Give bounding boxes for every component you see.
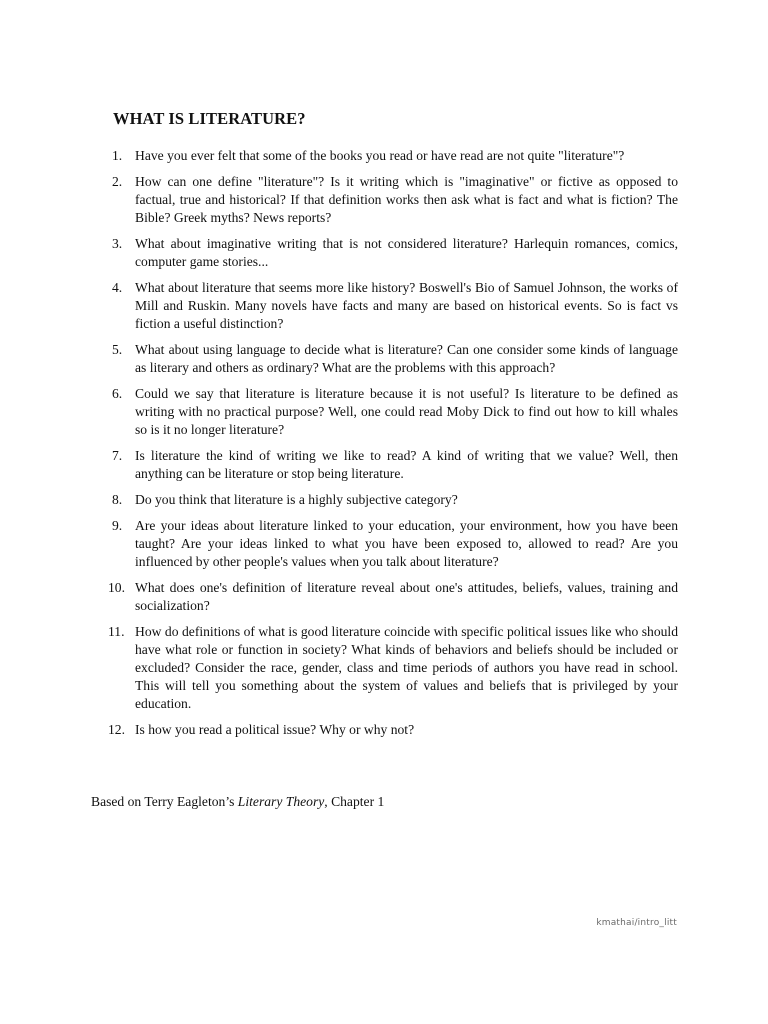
question-item-2 [108, 173, 678, 227]
question-number: 5. [112, 342, 123, 357]
question-number: 4. [112, 280, 123, 295]
question-item-8 [108, 491, 678, 509]
question-text: Do you think that literature is a highly subjective category? [135, 492, 458, 507]
question-item-6 [108, 385, 678, 439]
credit-suffix: , Chapter 1 [324, 794, 385, 809]
question-number: 1. [112, 148, 123, 163]
question-item-11 [108, 623, 678, 713]
question-text: How can one define "literature"? Is it writing which is "imaginative" or fictive as opposed to factual, true and historical? If that definition works then ask what is fact and what is fiction? The Bible? Greek myths? News reports? [135, 174, 678, 225]
question-item-12 [108, 721, 678, 739]
question-item-5 [108, 341, 678, 377]
question-number: 2. [112, 174, 123, 189]
question-number: 6. [112, 386, 123, 401]
question-text: What does one's definition of literature reveal about one's attitudes, beliefs, values, training and socialization? [135, 580, 678, 613]
question-text: How do definitions of what is good literature coincide with specific political issues like who should have what role or function in society? What kinds of behaviors and beliefs should be included or excluded? Consider the race, gender, class and time periods of authors you have read in school. This will tell you something about the system of values and beliefs that is privileged by your education. [135, 624, 678, 711]
question-text: Could we say that literature is literature because it is not useful? Is literature to be defined as writing with no practical purpose? Well, one could read Moby Dick to find out how to kill whales so is it no longer literature? [135, 386, 678, 437]
question-number: 12. [108, 722, 125, 737]
question-text: What about using language to decide what is literature? Can one consider some kinds of language as literary and others as ordinary? What are the problems with this approach? [135, 342, 678, 375]
question-text: What about imaginative writing that is not considered literature? Harlequin romances, comics, computer game stories... [135, 236, 678, 269]
page-title: WHAT IS LITERATURE? [113, 109, 306, 128]
question-number: 11. [108, 624, 125, 639]
question-list [108, 147, 678, 747]
question-item-3 [108, 235, 678, 271]
question-item-7 [108, 447, 678, 483]
footer-tag: kmathai/intro_litt [596, 918, 677, 928]
question-number: 7. [112, 448, 123, 463]
question-item-9 [108, 517, 678, 571]
credit-book-title: Literary Theory [237, 794, 325, 809]
question-text: Are your ideas about literature linked to your education, your environment, how you have been taught? Are your ideas linked to what you have been exposed to, allowed to read? Are you influenced by other people's values when you talk about literature? [135, 518, 678, 569]
question-number: 9. [112, 518, 123, 533]
question-number: 10. [108, 580, 125, 595]
question-text: Is how you read a political issue? Why or why not? [135, 722, 415, 737]
question-number: 8. [112, 492, 123, 507]
source-credit [91, 794, 384, 810]
question-item-10 [108, 579, 678, 615]
credit-prefix: Based on Terry Eagleton’s [91, 794, 238, 809]
question-text: What about literature that seems more like history? Boswell's Bio of Samuel Johnson, the works of Mill and Ruskin. Many novels have facts and many are based on historical events. So is fact vs fiction a useful distinction? [135, 280, 678, 331]
question-item-1 [108, 147, 678, 165]
question-text: Have you ever felt that some of the books you read or have read are not quite "literature"? [135, 148, 625, 163]
question-item-4 [108, 279, 678, 333]
question-number: 3. [112, 236, 123, 251]
question-text: Is literature the kind of writing we like to read? A kind of writing that we value? Well, then anything can be literature or stop being literature. [135, 448, 678, 481]
